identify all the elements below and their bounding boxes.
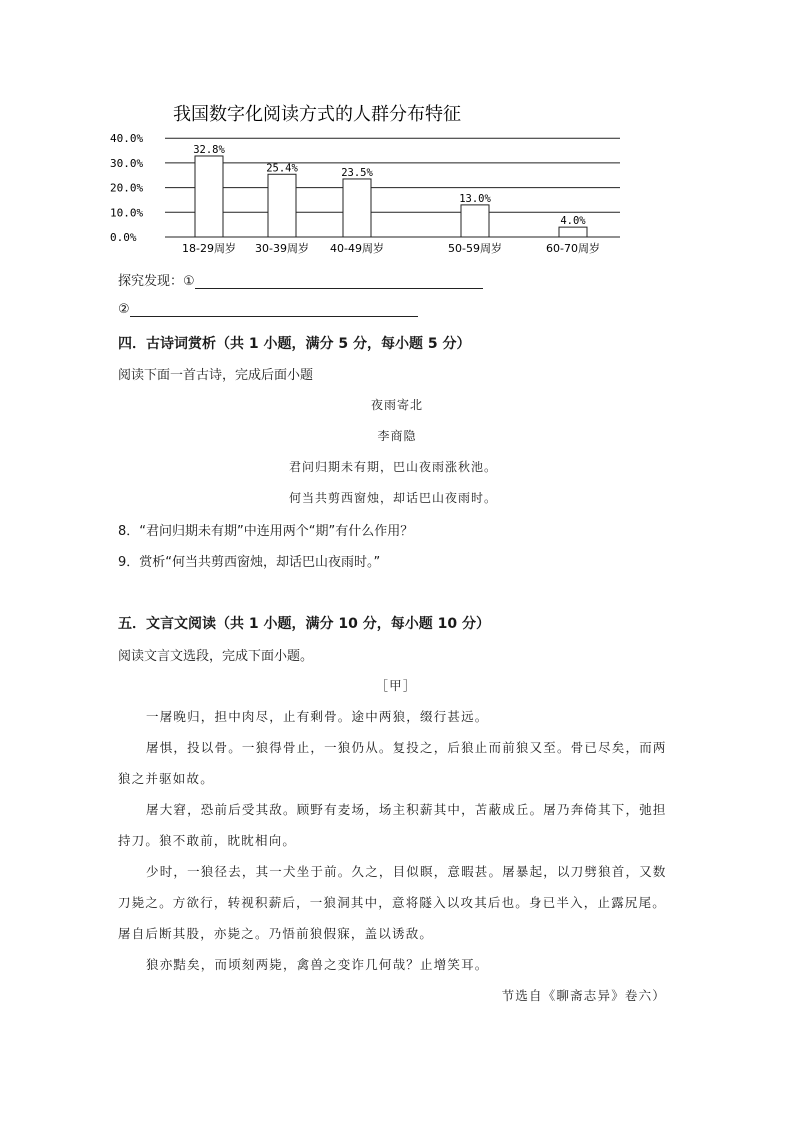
- section4-intro: 阅读下面一首古诗，完成后面小题: [118, 368, 314, 383]
- poem-line-1: 君问归期未有期，巴山夜雨涨秋池。: [288, 460, 498, 474]
- passage-p2a: 屠惧，投以骨。一狼得骨止，一狼仍从。复投之，后狼止而前狼又至。骨已尽矣，而两: [146, 740, 667, 755]
- category-label: 40-49周岁: [330, 242, 384, 255]
- bar: [343, 179, 371, 237]
- bar-data-label: 4.0%: [560, 215, 586, 228]
- category-label: 60-70周岁: [546, 242, 600, 255]
- category-label: 30-39周岁: [255, 242, 309, 255]
- passage-p4b: 刀毙之。方欲行，转视积薪后，一狼洞其中，意将隧入以攻其后也。身已半入，止露尻尾。: [118, 895, 667, 910]
- question-9: 9．赏析“何当共剪西窗烛，却话巴山夜雨时。”: [118, 555, 381, 570]
- chart-title: 我国数字化阅读方式的人群分布特征: [173, 104, 461, 125]
- passage-source: 节选自《聊斋志异》卷六）: [501, 988, 666, 1003]
- y-tick-label: 20.0%: [110, 181, 144, 195]
- explore-label: 探究发现：①: [118, 274, 195, 289]
- passage-p5: 狼亦黠矣，而顷刻两毙，禽兽之变诈几何哉？止增笑耳。: [146, 957, 489, 972]
- bar: [195, 156, 223, 237]
- y-tick-label: 0.0%: [110, 231, 137, 244]
- chart-bars: [193, 144, 587, 237]
- category-label: 50-59周岁: [448, 242, 502, 255]
- bar: [559, 227, 587, 237]
- y-axis-ticks: [110, 132, 143, 244]
- bar-data-label: 32.8%: [193, 143, 225, 156]
- bar: [461, 205, 489, 237]
- section5-intro: 阅读文言文选段，完成下面小题。: [118, 649, 314, 664]
- poem-line-2: 何当共剪西窗烛，却话巴山夜雨时。: [288, 491, 498, 505]
- bar: [268, 174, 296, 237]
- y-tick-label: 30.0%: [110, 156, 144, 170]
- poem-title: 夜雨寄北: [370, 398, 424, 412]
- passage-p4a: 少时，一狼径去，其一犬坐于前。久之，目似瞑，意暇甚。屠暴起，以刀劈狼首，又数: [146, 864, 667, 879]
- section5-heading: 五．文言文阅读（共 1 小题，满分 10 分，每小题 10 分）: [118, 616, 490, 632]
- section4-heading: 四．古诗词赏析（共 1 小题，满分 5 分，每小题 5 分）: [118, 336, 471, 352]
- category-label: 18-29周岁: [182, 242, 236, 255]
- question-8: 8．“君问归期未有期”中连用两个“期”有什么作用？: [118, 524, 414, 539]
- bar-chart: [110, 96, 640, 266]
- x-axis-categories: [182, 241, 600, 255]
- y-tick-label: 40.0%: [110, 132, 144, 146]
- passage-p3b: 持刀。狼不敢前，眈眈相向。: [118, 833, 297, 848]
- passage-p4c: 屠自后断其股，亦毙之。乃悟前狼假寐，盖以诱敌。: [118, 926, 434, 941]
- explore-second-label: ②: [118, 302, 130, 317]
- bar-data-label: 25.4%: [266, 162, 298, 175]
- chart-gridlines: [165, 138, 620, 237]
- explore-line-2: [118, 302, 418, 317]
- answer-blank-1[interactable]: [195, 274, 483, 289]
- poem-author: 李商隐: [377, 429, 417, 443]
- passage-p2b: 狼之并驱如故。: [118, 771, 214, 786]
- passage-p3a: 屠大窘，恐前后受其敌。顾野有麦场，场主积薪其中，苫蔽成丘。屠乃奔倚其下，弛担: [146, 802, 667, 817]
- bar-data-label: 13.0%: [459, 192, 491, 205]
- answer-blank-2[interactable]: [130, 302, 418, 317]
- explore-line-1: [118, 270, 483, 289]
- y-tick-label: 10.0%: [110, 206, 144, 220]
- passage-p1: 一屠晚归，担中肉尽，止有剩骨。途中两狼，缀行甚远。: [146, 709, 489, 724]
- passage-jia-label: ［甲］: [375, 678, 417, 693]
- bar-data-label: 23.5%: [341, 166, 373, 179]
